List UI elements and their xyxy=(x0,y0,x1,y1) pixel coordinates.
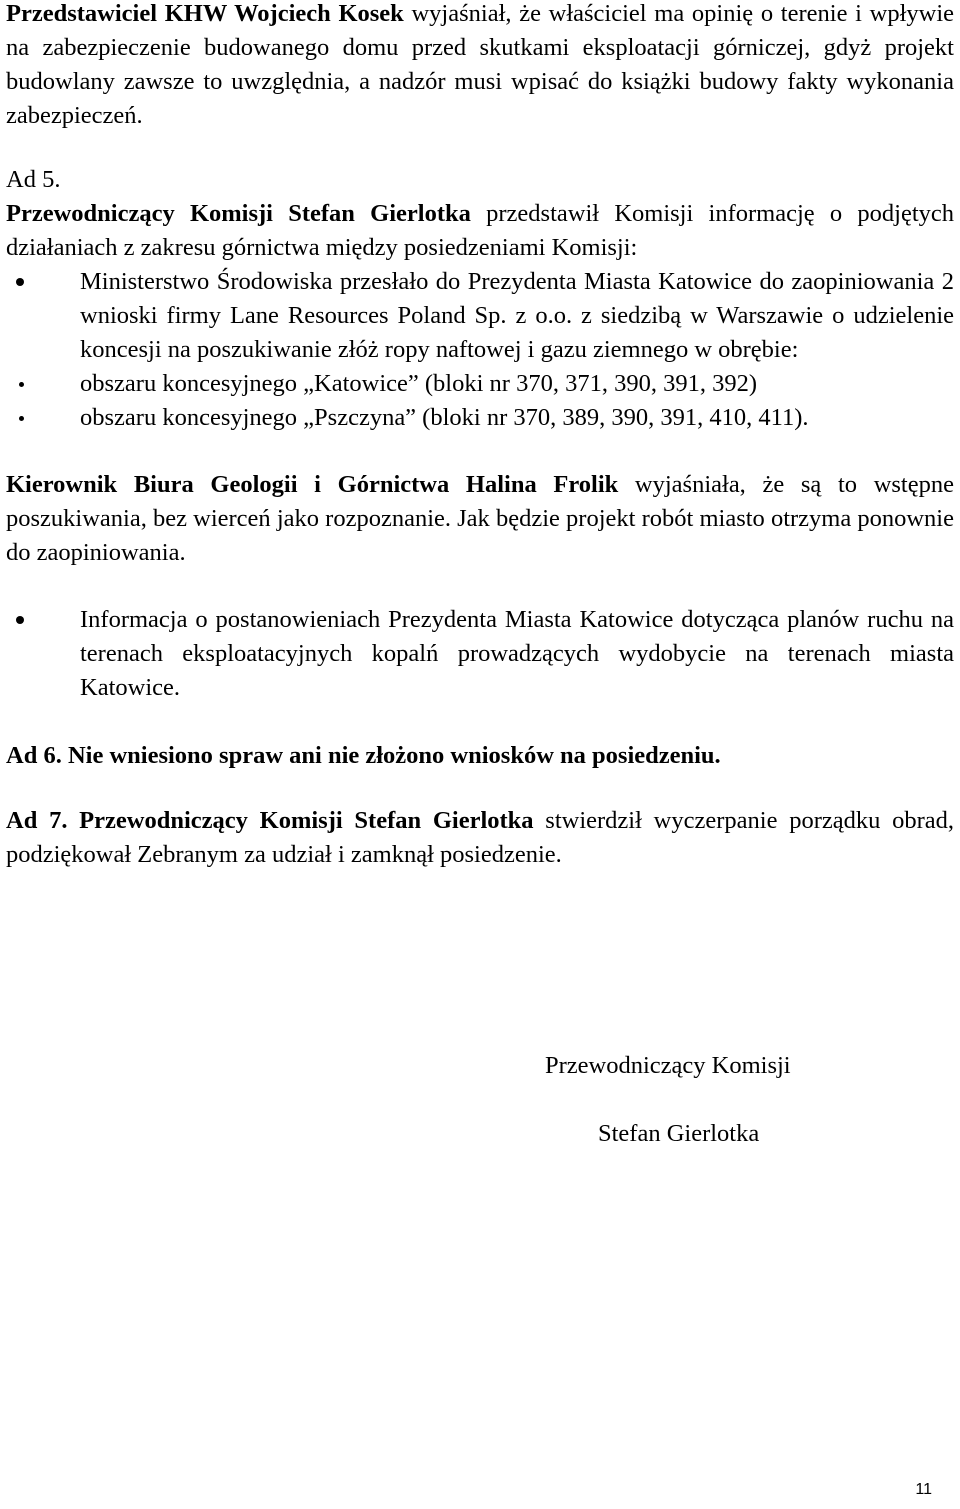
list-item-text: obszaru koncesyjnego „Pszczyna” (bloki nr 370, 389, 390, 391, 410, 411). xyxy=(80,404,809,431)
paragraph-text: przedstawił Komisji informację o podjętych działaniach z zakresu górnictwa między posiedzeniami Komisji: xyxy=(6,200,954,261)
list-item-pszczyna xyxy=(6,401,954,435)
page-number: 11 xyxy=(915,1481,932,1498)
paragraph-frolik xyxy=(6,468,954,570)
paragraph-text: stwierdził wyczerpanie porządku obrad, podziękował Zebranym za udział i zamknął posiedzenie. xyxy=(6,807,954,868)
paragraph-gierlotka xyxy=(6,197,954,265)
speaker-name: Przedstawiciel KHW Wojciech Kosek xyxy=(6,0,404,27)
list-item-text: Ministerstwo Środowiska przesłało do Prezydenta Miasta Katowice do zaopiniowania 2 wnioski firmy Lane Resources Poland Sp. z o.o. z siedzibą w Warszawie o udzielenie koncesji na poszukiwanie złóż ropy naftowej i gazu ziemnego w obrębie: xyxy=(80,268,954,363)
paragraph-text: wyjaśniała, że są to wstępne poszukiwania, bez wierceń jako rozpoznanie. Jak będzie projekt robót miasto otrzyma ponownie do zaopiniowania. xyxy=(6,471,954,566)
ad5-heading: Ad 5. xyxy=(6,166,61,193)
speaker-name: Ad 7. Przewodniczący Komisji Stefan Gierlotka xyxy=(6,807,534,834)
paragraph-closing xyxy=(6,804,954,872)
list-item-ministry xyxy=(6,265,954,367)
document-page xyxy=(6,0,954,872)
signature-name: Stefan Gierlotka xyxy=(598,1120,760,1147)
signature-role: Przewodniczący Komisji xyxy=(545,1052,791,1079)
bullet-icon xyxy=(19,382,24,387)
speaker-name: Przewodniczący Komisji Stefan Gierlotka xyxy=(6,200,471,227)
paragraph-kosek xyxy=(6,0,954,133)
ad6-text: Ad 6. Nie wniesiono spraw ani nie złożono wniosków na posiedzeniu. xyxy=(6,742,721,769)
list-item-katowice xyxy=(6,367,954,401)
speaker-name: Kierownik Biura Geologii i Górnictwa Halina Frolik xyxy=(6,471,619,498)
list-item-text: obszaru koncesyjnego „Katowice” (bloki nr 370, 371, 390, 391, 392) xyxy=(80,370,757,397)
bullet-icon xyxy=(16,278,24,286)
bullet-icon xyxy=(16,616,24,624)
list-item-text: Informacja o postanowieniach Prezydenta Miasta Katowice dotycząca planów ruchu na terenach eksploatacyjnych kopalń prowadzących wydobycie na terenach miasta Katowice. xyxy=(80,606,954,701)
paragraph-text: wyjaśniał, że właściciel ma opinię o terenie i wpływie na zabezpieczenie budowanego domu przed skutkami eksploatacji górniczej, gdyż projekt budowlany zawsze to uwzględnia, a nadzór musi wpisać do książki budowy fakty wykonania zabezpieczeń. xyxy=(6,0,955,129)
ad6-line xyxy=(6,739,954,773)
list-item-decisions xyxy=(6,603,954,705)
bullet-icon xyxy=(19,416,24,421)
